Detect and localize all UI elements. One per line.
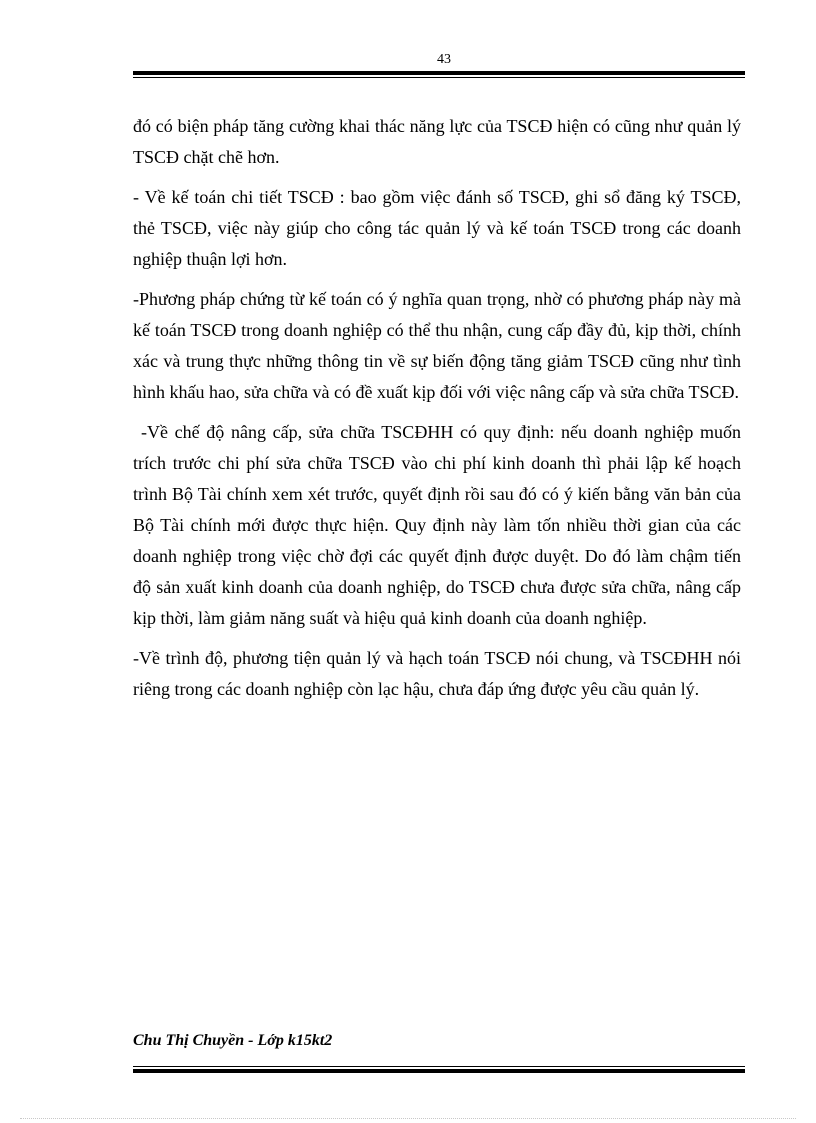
footer-author-line: Chu Thị Chuyền - Lớp k15kt2	[133, 1032, 333, 1049]
document-body	[133, 111, 741, 714]
header-double-rule	[133, 71, 745, 79]
paragraph-5: -Về trình độ, phương tiện quản lý và hạch toán TSCĐ nói chung, và TSCĐHH nói riêng trong các doanh nghiệp còn lạc hậu, chưa đáp ứng được yêu cầu quản lý.	[133, 648, 741, 699]
paragraph-4: -Về chế độ nâng cấp, sửa chữa TSCĐHH có quy định: nếu doanh nghiệp muốn trích trước chi phí sửa chữa TSCĐ vào chi phí kinh doanh thì phải lập kế hoạch trình Bộ Tài chính xem xét trước, quyết định rồi sau đó có ý kiến bằng văn bản của Bộ Tài chính mới được thực hiện. Quy định này làm tốn nhiều thời gian của các doanh nghiệp trong việc chờ đợi các quyết định được duyệt. Do đó làm chậm tiến độ sản xuất kinh doanh của doanh nghiệp, do TSCĐ chưa được sửa chữa, nâng cấp kịp thời, làm giảm năng suất và hiệu quả kinh doanh của doanh nghiệp.	[133, 422, 741, 628]
page-edge-divider	[20, 1118, 796, 1119]
paragraph-1: đó có biện pháp tăng cường khai thác năng lực của TSCĐ hiện có cũng như quản lý TSCĐ chặt chẽ hơn.	[133, 116, 741, 167]
page-number: 43	[437, 52, 451, 67]
paragraph-3: -Phương pháp chứng từ kế toán có ý nghĩa quan trọng, nhờ có phương pháp này mà kế toán TSCĐ trong doanh nghiệp có thể thu nhận, cung cấp đầy đủ, kịp thời, chính xác và trung thực những thông tin về sự biến động tăng giảm TSCĐ cũng như tình hình khấu hao, sửa chữa và có đề xuất kịp đối với việc nâng cấp và sửa chữa TSCĐ.	[133, 289, 741, 402]
paragraph-2: - Về kế toán chi tiết TSCĐ : bao gồm việc đánh số TSCĐ, ghi sổ đăng ký TSCĐ, thẻ TSCĐ, việc này giúp cho công tác quản lý và kế toán TSCĐ trong các doanh nghiệp thuận lợi hơn.	[133, 187, 741, 269]
footer-double-rule	[133, 1066, 745, 1074]
